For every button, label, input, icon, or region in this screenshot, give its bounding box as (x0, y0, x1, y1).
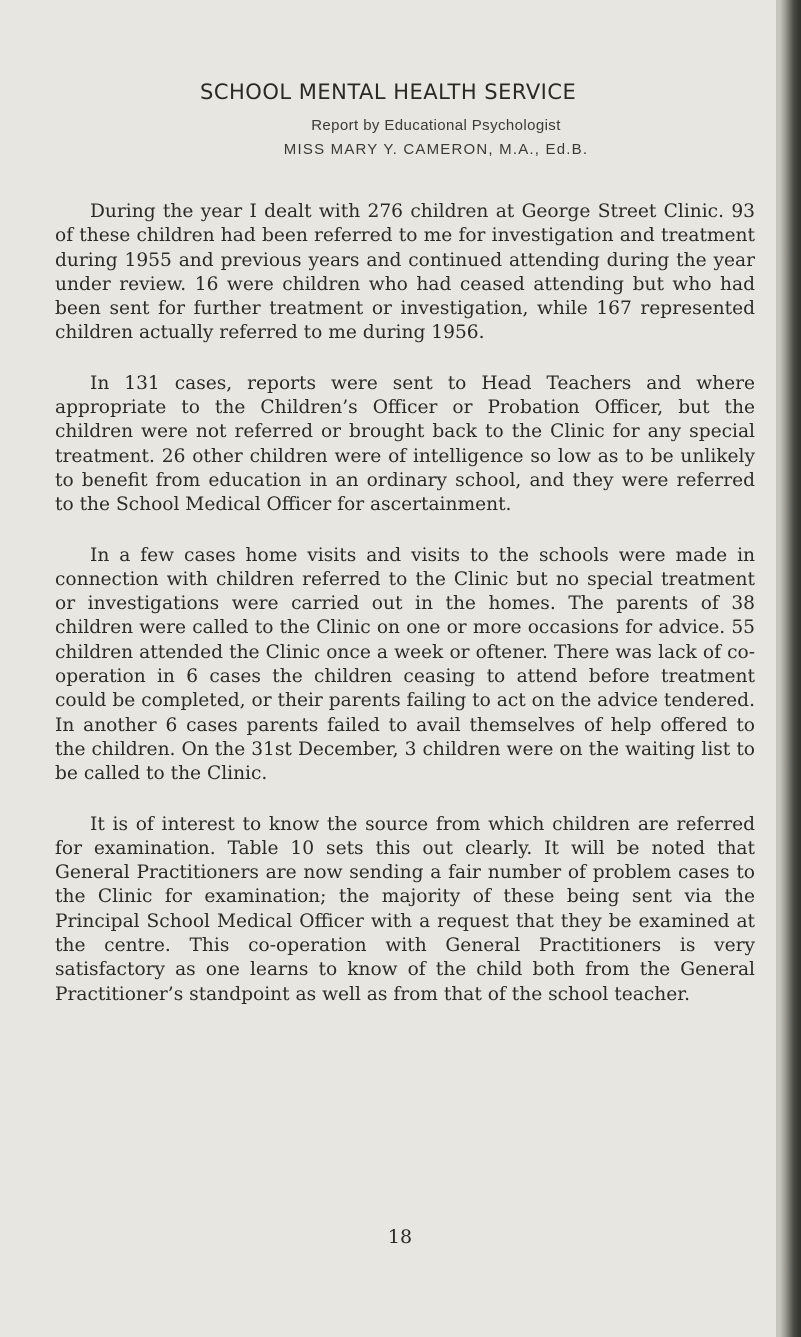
paragraph-4: It is of interest to know the source from which children are referred for examination. Table 10 sets this out clearly. It will be noted that General Practitioners are now sending a fair number of problem cases to the Clinic for examination; the majority of these being sent via the Principal School Medical Officer with a request that they be examined at the centre. This co-operation with General Practitioners is very satisfactory as one learns to know of the child both from the General Practitioner’s standpoint as well as from that of the school teacher. (55, 813, 755, 1005)
paragraph-3: In a few cases home visits and visits to the schools were made in connection with children referred to the Clinic but no special treatment or investigations were carried out in the homes. The parents of 38 children were called to the Clinic on one or more occasions for advice. 55 children attended the Clinic once a week or oftener. There was lack of co-operation in 6 cases the children ceasing to attend before treatment could be completed, or their parents failing to act on the advice tendered. In another 6 cases parents failed to avail themselves of help offered to the children. On the 31st December, 3 children were on the waiting list to be called to the Clinic. (55, 544, 755, 785)
report-body (55, 200, 755, 1033)
paragraph-1: During the year I dealt with 276 children at George Street Clinic. 93 of these children had been referred to me for investigation and treatment during 1955 and previous years and continued attending during the year under review. 16 were children who had ceased attending but who had been sent for further treatment or investigation, while 167 represented children actually referred to me during 1956. (55, 201, 755, 344)
report-byline: Report by Educational Psychologist (311, 117, 561, 134)
author-line: MISS MARY Y. CAMERON, M.A., Ed.B. (283, 141, 589, 158)
page-title: SCHOOL MENTAL HEALTH SERVICE (200, 80, 577, 104)
paragraph-2: In 131 cases, reports were sent to Head Teachers and where appropriate to the Children’s Officer or Probation Officer, but the children were not referred or brought back to the Clinic for any special treatment. 26 other children were of intelligence so low as to be unlikely to benefit from education in an ordinary school, and they were referred to the School Medical Officer for ascertainment. (55, 372, 755, 516)
page-binding-shadow (776, 0, 779, 1337)
page-number: 18 (387, 1226, 413, 1248)
page-binding-edge (777, 0, 801, 1337)
